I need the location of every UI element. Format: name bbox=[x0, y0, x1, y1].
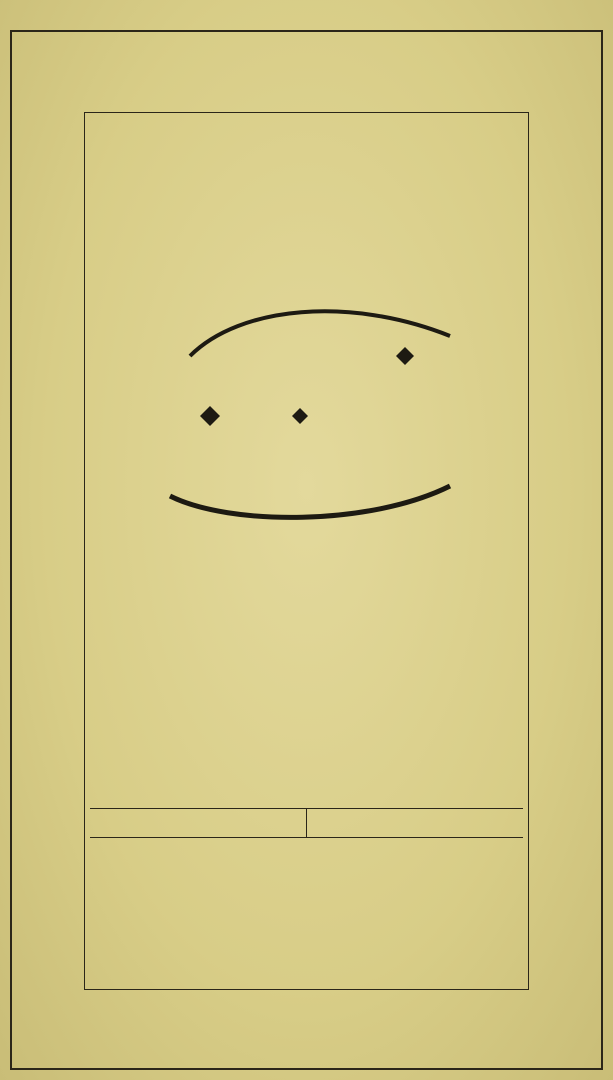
verse-second-hemistich bbox=[90, 809, 307, 837]
bottom-ornament-band bbox=[12, 990, 601, 1068]
verse-box bbox=[90, 808, 523, 838]
title-block bbox=[150, 296, 470, 526]
title-flourish-icon bbox=[150, 296, 470, 526]
right-ornament-band bbox=[529, 112, 601, 990]
verse-first-hemistich bbox=[307, 809, 523, 837]
top-ornament-band bbox=[12, 32, 601, 112]
top-ornament-icon bbox=[12, 32, 601, 112]
left-ornament-band bbox=[12, 112, 84, 990]
left-ornament-icon bbox=[12, 112, 84, 990]
right-ornament-icon bbox=[529, 112, 601, 990]
bottom-ornament-icon bbox=[12, 990, 601, 1068]
title-page-content bbox=[90, 118, 523, 984]
